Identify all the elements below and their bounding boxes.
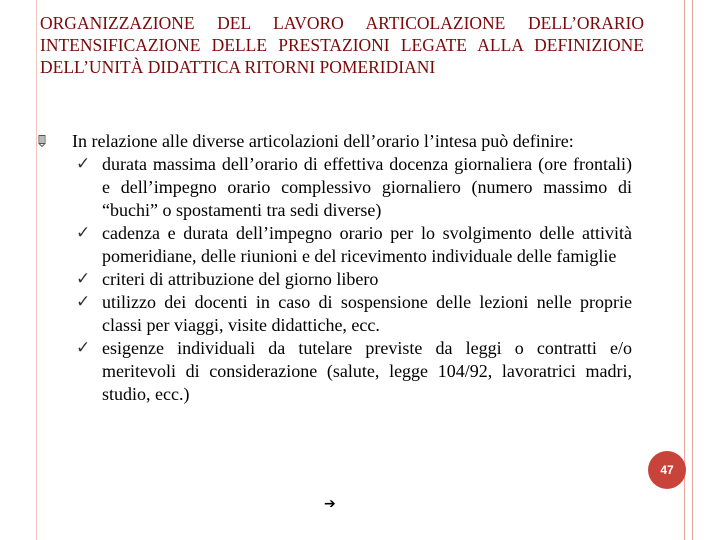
list-item-text: cadenza e durata dell’impegno orario per lo svolgimento delle attività pomeridiane, delle riunioni e del ricevimento individuale delle famiglie (102, 223, 632, 266)
page-number-badge (648, 451, 686, 489)
list-item (72, 268, 632, 291)
slide-content (72, 130, 632, 406)
check-icon: ✓ (76, 223, 91, 243)
check-list (72, 153, 632, 406)
check-icon: ✓ (76, 269, 91, 289)
list-item-text: criteri di attribuzione del giorno libero (102, 269, 379, 289)
list-item (72, 291, 632, 337)
pencil-bullet-icon (38, 135, 46, 147)
list-item (72, 153, 632, 222)
intro-text: In relazione alle diverse articolazioni dell’orario l’intesa può definire: (72, 131, 574, 151)
list-item-text: utilizzo dei docenti in caso di sospensione delle lezioni nelle proprie classi per viaggi, visite didattiche, ecc. (102, 292, 632, 335)
frame-line-right-inner (692, 0, 693, 540)
check-icon: ✓ (76, 154, 91, 174)
arrow-right-icon: ➔ (324, 496, 336, 512)
list-item-text: durata massima dell’orario di effettiva docenza giornaliera (ore frontali) e dell’impegno orario complessivo giornaliero (numero massimo di “buchi” o spostamenti tra sedi diverse) (102, 154, 632, 220)
frame-line-right-outer (684, 0, 685, 540)
list-item (72, 337, 632, 406)
check-icon: ✓ (76, 292, 91, 312)
slide-title: ORGANIZZAZIONE DEL LAVORO ARTICOLAZIONE DELL’ORARIO INTENSIFICAZIONE DELLE PRESTAZIONI LEGATE ALLA DEFINIZIONE DELL’UNITÀ DIDATTICA RITORNI POMERIDIANI (40, 13, 644, 77)
check-icon: ✓ (76, 338, 91, 358)
page-number: 47 (660, 463, 674, 477)
list-item-text: esigenze individuali da tutelare previste da leggi o contratti e/o meritevoli di considerazione (salute, legge 104/92, lavoratrici madri, studio, ecc.) (102, 338, 632, 404)
list-item (72, 222, 632, 268)
frame-line-left (36, 0, 37, 540)
